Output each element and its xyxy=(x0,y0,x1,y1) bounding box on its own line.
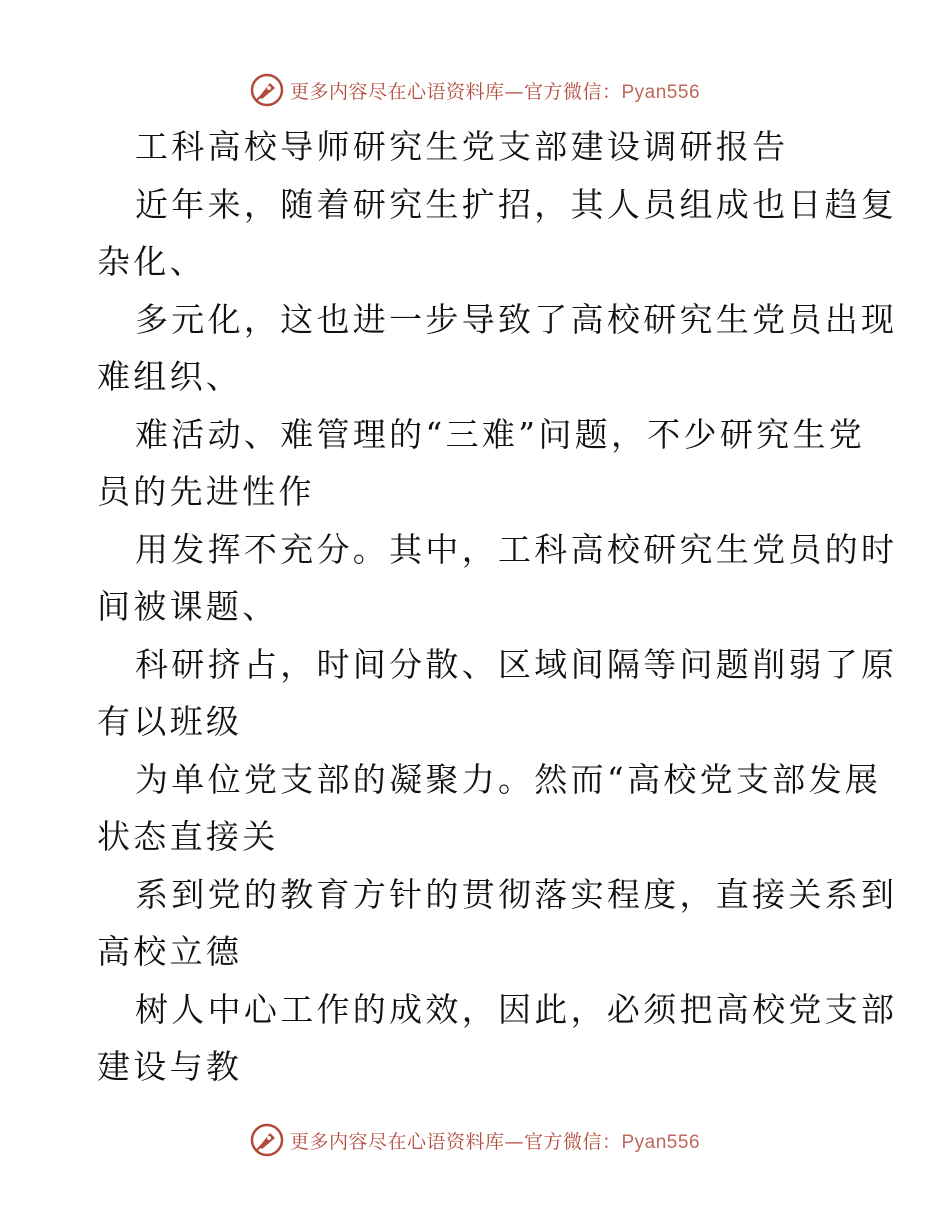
paragraph-line: 难活动、难管理的“三难”问题，不少研究生党 xyxy=(135,414,866,454)
paragraph-line: 难组织、 xyxy=(97,357,243,396)
paragraph-line: 建设与教 xyxy=(97,1047,243,1086)
header-wechat-id: Pyan556 xyxy=(621,81,701,103)
paragraph-line: 近年来，随着研究生扩招，其人员组成也日趋复 xyxy=(135,184,898,224)
paragraph-line: 系到党的教育方针的贯彻落实程度，直接关系到 xyxy=(135,874,898,914)
paragraph-line: 树人中心工作的成效，因此，必须把高校党支部 xyxy=(135,989,898,1029)
paragraph-line: 员的先进性作 xyxy=(97,472,315,511)
footer-banner-label: 更多内容尽在心语资料库—官方微信： xyxy=(289,1130,622,1153)
paragraph-line: 用发挥不充分。其中，工科高校研究生党员的时 xyxy=(135,529,898,569)
pen-nib-logo-icon xyxy=(250,73,284,107)
header-banner xyxy=(0,70,950,110)
paragraph-line: 杂化、 xyxy=(97,242,206,281)
paragraph-line: 高校立德 xyxy=(97,932,243,971)
paragraph-line: 多元化，这也进一步导致了高校研究生党员出现 xyxy=(135,299,898,339)
footer-wechat-id: Pyan556 xyxy=(621,1131,701,1153)
document-title: 工科高校导师研究生党支部建设调研报告 xyxy=(135,127,789,166)
paragraph-line: 状态直接关 xyxy=(97,817,279,856)
paragraph-line: 间被课题、 xyxy=(97,587,279,626)
header-banner-label: 更多内容尽在心语资料库—官方微信： xyxy=(289,80,622,103)
footer-banner-text xyxy=(290,1127,700,1154)
paragraph-line: 为单位党支部的凝聚力。然而“高校党支部发展 xyxy=(135,759,882,799)
header-banner-text xyxy=(290,77,700,104)
footer-banner xyxy=(0,1120,950,1160)
paragraph-line: 有以班级 xyxy=(97,702,243,741)
pen-nib-logo-icon xyxy=(250,1123,284,1157)
paragraph-line: 科研挤占，时间分散、区域间隔等问题削弱了原 xyxy=(135,644,898,684)
document-body xyxy=(97,118,898,1096)
